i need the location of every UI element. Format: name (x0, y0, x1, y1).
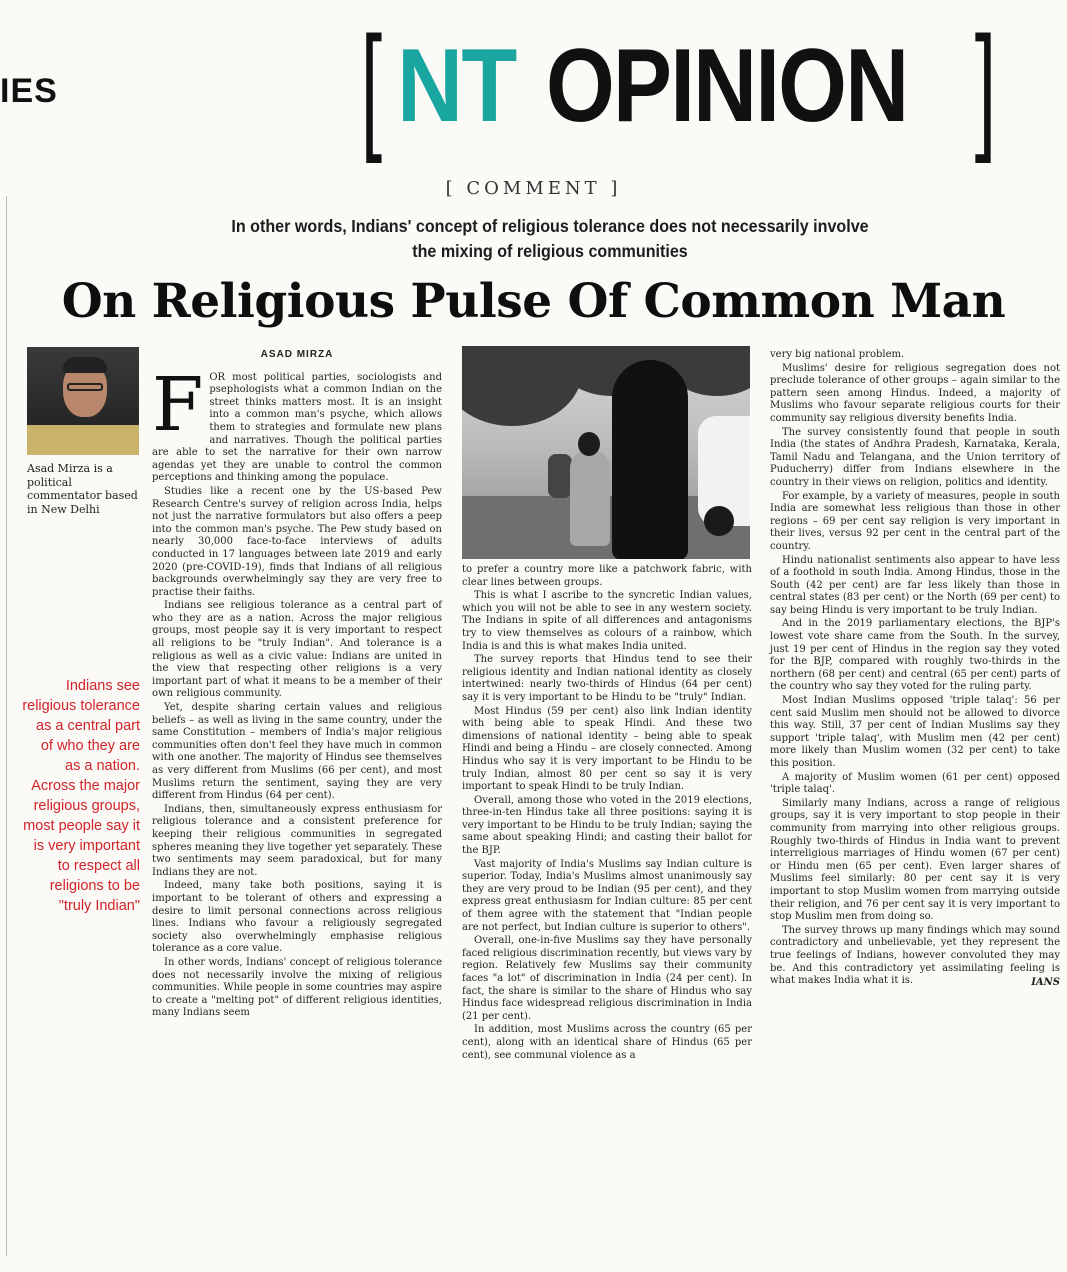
kicker: [ COMMENT ] (445, 178, 622, 199)
article-column-3 (770, 349, 1060, 990)
section-title: OPINION (545, 28, 907, 144)
article-paragraph: Overall, one-in-five Muslims say they have personally faced religious discrimination recently, but views vary by region. Relatively few Muslims say their community faces "a lot" of discrimination in India (24 per cent). In fact, the share is similar to the share of Hindus who say Hindus face widespread religious discrimination in India (21 per cent). (462, 935, 752, 1022)
article-paragraph: Most Hindus (59 per cent) also link Indian identity with being able to speak Hindi. And these two dimensions of national identity – being able to speak Hindi and being a Hindu – are closely connected. Among Hindus who say it is very important to be Hindu to be truly Indian, almost 80 per cent so say it is very important to speak Hindi to be truly Indian. (462, 705, 752, 793)
article-paragraph: The survey reports that Hindus tend to see their religious identity and Indian national identity as closely intertwined: nearly two-thirds of Hindus (64 per cent) say it is very important to be Hindu to be "truly" Indian. (462, 654, 752, 703)
article-paragraph: Muslims' desire for religious segregation does not preclude tolerance of other groups – again similar to the pattern seen among Hindus. Indeed, a majority of Muslims who favour separate religious courts for their community say religious diversity benefits India. (770, 362, 1060, 424)
article-paragraph: Yet, despite sharing certain values and religious beliefs – as well as living in the same country, under the same Constitution – members of India's major religious communities often don't feel they have much in common with one another. The majority of Hindus see themselves as very different from Muslims (66 per cent), and most Muslims return the sentiment, saying they are very different from Hindus (64 per cent). (152, 702, 442, 802)
article-column-2 (462, 564, 752, 1063)
article-paragraph: This is what I ascribe to the syncretic Indian values, which you will not be able to see in any western society. The Indians in spite of all differences and antagonisms try to view themselves as colours of a rainbow, which India is and this is what makes India united. (462, 590, 752, 652)
article-paragraph: Vast majority of India's Muslims say Indian culture is superior. Today, India's Muslims almost unanimously say they are very proud to be Indian (95 per cent), and they express great enthusiasm for Indian culture: 85 per cent of them agree with the statement that "Indian people are not perfect, but Indian culture is superior to others". (462, 858, 752, 933)
column-rule (6, 196, 7, 1256)
masthead (352, 7, 1012, 164)
article-photo (462, 346, 750, 559)
article-paragraph: very big national problem. (770, 349, 905, 360)
headline: On Religious Pulse Of Common Man (61, 274, 1006, 329)
author-caption: Asad Mirza is a political commentator based in New Delhi (27, 462, 138, 516)
article-paragraph: A majority of Muslim women (61 per cent) opposed 'triple talaq'. (770, 771, 1060, 796)
drop-cap: F (152, 361, 204, 448)
standfirst: In other words, Indians' concept of religious tolerance does not necessarily involve the mixing of religious communities (231, 216, 869, 261)
article-paragraph: Hindu nationalist sentiments also appear to have less of a foothold in south India. Among Hindus, those in the South (42 per cent) are far less likely than those in central states (83 per cent) or the North (69 per cent) to say being Hindu is very important to be truly Indian. (770, 554, 1060, 616)
article-paragraph: Overall, among those who voted in the 2019 elections, three-in-ten Hindus take all three positions: saying it is very important to be Hindu to be truly Indian; saying the same about speaking Hindi; and casting their ballot for the BJP. (462, 794, 752, 857)
adjacent-page-fragment: IES (0, 72, 58, 110)
close-bracket: ] (974, 7, 996, 164)
article-paragraph: The survey throws up many findings which may sound contradictory and unbelievable, yet they represent the true feelings of Indians, however convoluted they may be. And this contradictory yet assimilating feeling is what makes India what it is. (770, 924, 1060, 987)
article-paragraph: In addition, most Muslims across the country (65 per cent), along with an identical share of Hindus (65 per cent), see communal violence as a (462, 1024, 752, 1061)
byline: ASAD MIRZA (260, 349, 334, 360)
pull-quote: Indians see religious tolerance as a central part of who they are as a nation. Across the major religious groups, most people say it is very important to respect all religions to be "truly Indian" (22, 678, 140, 914)
article-column-1 (152, 349, 442, 1021)
article-paragraph: to prefer a country more like a patchwork fabric, with clear lines between groups. (462, 564, 752, 588)
article-paragraph: In other words, Indians' concept of religious tolerance does not necessarily involve the mixing of religious communities. While people in some countries may aspire to create a "melting pot" of different religious identities, many Indians seem (152, 956, 442, 1019)
article-paragraph: And in the 2019 parliamentary elections, the BJP's lowest vote share came from the South. In the survey, just 19 per cent of Hindus in the region say they voted for the BJP, compared with roughly two-thirds in the northern (68 per cent) and central (65 per cent) parts of the country who say they voted for the ruling party. (770, 618, 1060, 693)
author-photo (27, 347, 139, 455)
article-paragraph: The survey consistently found that people in south India (the states of Andhra Pradesh, Karnataka, Kerala, Tamil Nadu and Telangana, and the Union territory of Puducherry) differ from Indians elsewhere in the country in their views on religion, politics and identity. (770, 426, 1060, 488)
signoff: IANS (1031, 976, 1060, 988)
article-paragraph: Indians, then, simultaneously express enthusiasm for religious tolerance and a consistent preference for keeping their religious communities in segregated spheres meaning they live together yet separately. These two sentiments may seem paradoxical, but for many Indians they are not. (152, 803, 442, 878)
article-paragraph: Indians see religious tolerance as a central part of who they are as a nation. Across the major religious groups, most people say it is very important to respect all religions to be "truly Indian". And tolerance is a religious as well as a civic value: Indians are united in the view that respecting other religions is a very important part of what it means to be a member of their own religious community. (152, 600, 442, 700)
article-lead-paragraph: FOR most political parties, sociologists and psephologists what a common Indian on the street thinks matters most. It is an insight into a common man's psyche, which allows them to strategies and formulate new plans and narratives. Though the political parties are able to set the narrative for their own narrow agendas yet they are unable to control the common perceptions and thinking among the populace. (152, 361, 442, 484)
brand-logo: NT (396, 28, 516, 144)
article-paragraph: Indeed, many take both positions, saying it is important to be tolerant of others and expressing a desire to limit personal connections across religious lines. Indians who favour a religiously segregated society also overwhelmingly emphasise religious tolerance as a core value. (152, 880, 442, 955)
article-paragraph: Studies like a recent one by the US-based Pew Research Centre's survey of religion across India, helps not just the narrative formulators but also offers a peep into the common man's psyche. The Pew study based on nearly 30,000 face-to-face interviews of adults conducted in 17 languages between late 2019 and early 2020 (pre-COVID-19), finds that Indians of all religious backgrounds overwhelmingly say they are very free to practise their faiths. (152, 485, 442, 598)
open-bracket: [ (360, 7, 383, 164)
article-paragraph: Most Indian Muslims opposed 'triple talaq': 56 per cent said Muslim men should not be allowed to divorce this way. Still, 37 per cent of Indian Muslims say they support 'triple talaq', with Muslim men (42 per cent) more likely than Muslim women (32 per cent) to take this position. (770, 695, 1060, 769)
article-paragraph: For example, by a variety of measures, people in south India are somewhat less religious than those in other regions – 69 per cent say religion is very important in their lives, versus 92 per cent in the central part of the country. (770, 490, 1060, 552)
article-paragraph: Similarly many Indians, across a range of religious groups, say it is very important to stop people in their community from marrying into other religious groups. Roughly two-thirds of Hindus in India want to prevent interreligious marriages of Hindu women (67 per cent) or Hindu men (65 per cent). Even larger shares of Muslims feel similarly: 80 per cent say it is very important to stop Muslim women from marrying outside their religion, and 76 per cent say it is very important to stop Muslim men from doing so. (770, 797, 1060, 923)
